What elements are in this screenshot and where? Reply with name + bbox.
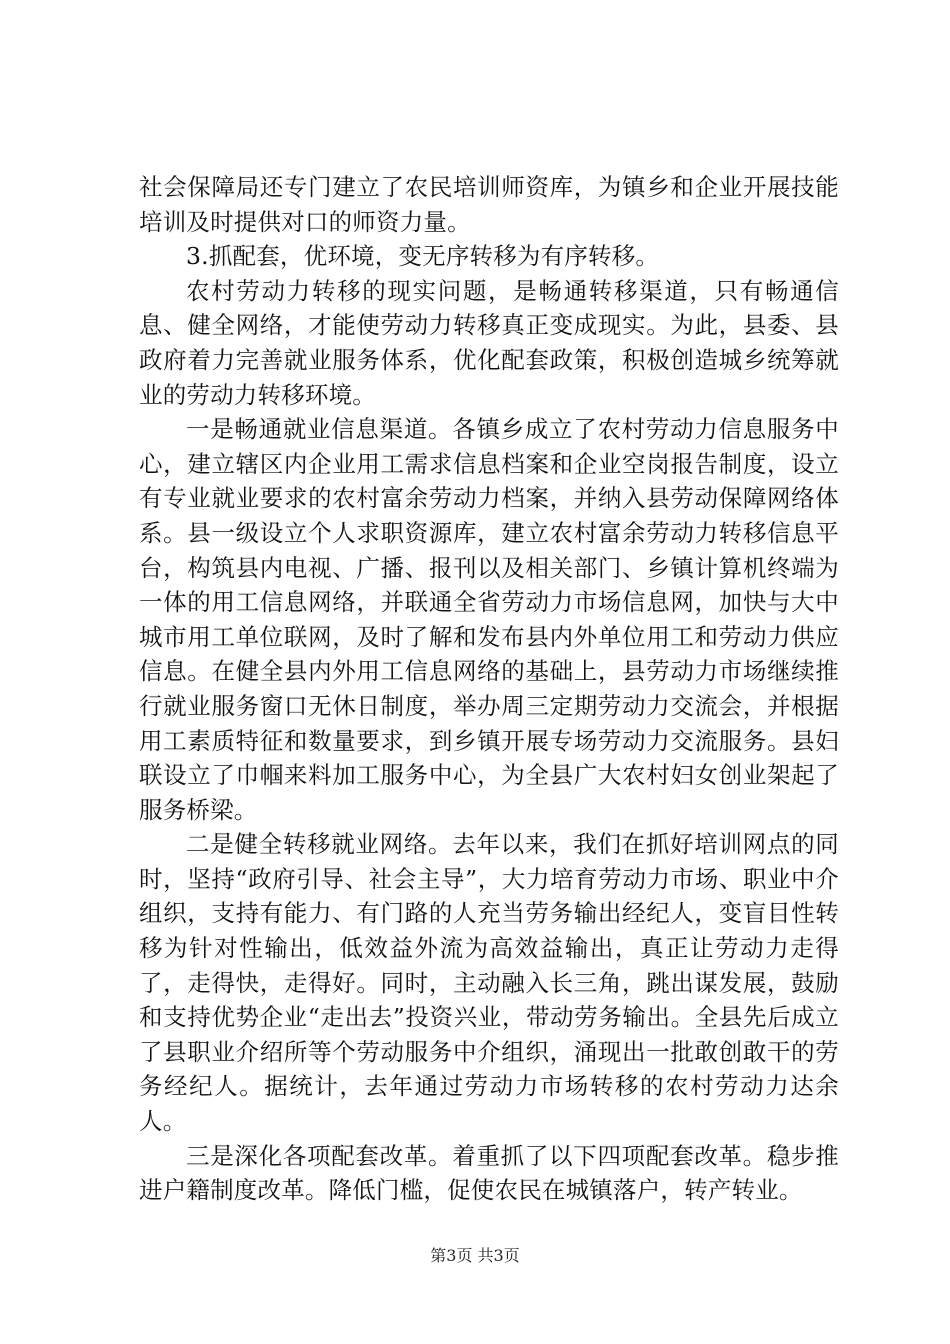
page-footer: 第3页 共3页 [430,1246,520,1265]
paragraph: 三是深化各项配套改革。着重抓了以下四项配套改革。稳步推进户籍制度改革。降低门槛，促使农民在城镇落户，转产转业。 [139,1141,839,1205]
paragraph-continuation: 社会保障局还专门建立了农民培训师资库，为镇乡和企业开展技能培训及时提供对口的师资力量。 [139,173,839,236]
document-body [139,170,839,1208]
paragraph: 农村劳动力转移的现实问题，是畅通转移渠道，只有畅通信息、健全网络，才能使劳动力转移真正变成现实。为此，县委、县政府着力完善就业服务体系，优化配套政策，积极创造城乡统筹就业的劳动力转移环境。 [139,276,839,409]
paragraph: 二是健全转移就业网络。去年以来，我们在抓好培训网点的同时，坚持“政府引导、社会主导”，大力培育劳动力市场、职业中介组织，支持有能力、有门路的人充当劳务输出经纪人，变盲目性转移为针对性输出，低效益外流为高效益输出，真正让劳动力走得了，走得快，走得好。同时，主动融入长三角，跳出谋发展，鼓励和支持优势企业“走出去”投资兴业，带动劳务输出。全县先后成立了县职业介绍所等个劳动服务中介组织，涌现出一批敢创敢干的劳务经纪人。据统计，去年通过劳动力市场转移的农村劳动力达余人。 [139,830,839,1136]
paragraph: 一是畅通就业信息渠道。各镇乡成立了农村劳动力信息服务中心，建立辖区内企业用工需求信息档案和企业空岗报告制度，设立有专业就业要求的农村富余劳动力档案，并纳入县劳动保障网络体系。县一级设立个人求职资源库，建立农村富余劳动力转移信息平台，构筑县内电视、广播、报刊以及相关部门、乡镇计算机终端为一体的用工信息网络，并联通全省劳动力市场信息网，加快与大中城市用工单位联网，及时了解和发布县内外单位用工和劳动力供应信息。在健全县内外用工信息网络的基础上，县劳动力市场继续推行就业服务窗口无休日制度，举办周三定期劳动力交流会，并根据用工素质特征和数量要求，到乡镇开展专场劳动力交流服务。县妇联设立了巾帼来料加工服务中心，为全县广大农村妇女创业架起了服务桥梁。 [139,415,839,824]
section-heading: 3.抓配套，优环境，变无序转移为有序转移。 [186,242,660,271]
